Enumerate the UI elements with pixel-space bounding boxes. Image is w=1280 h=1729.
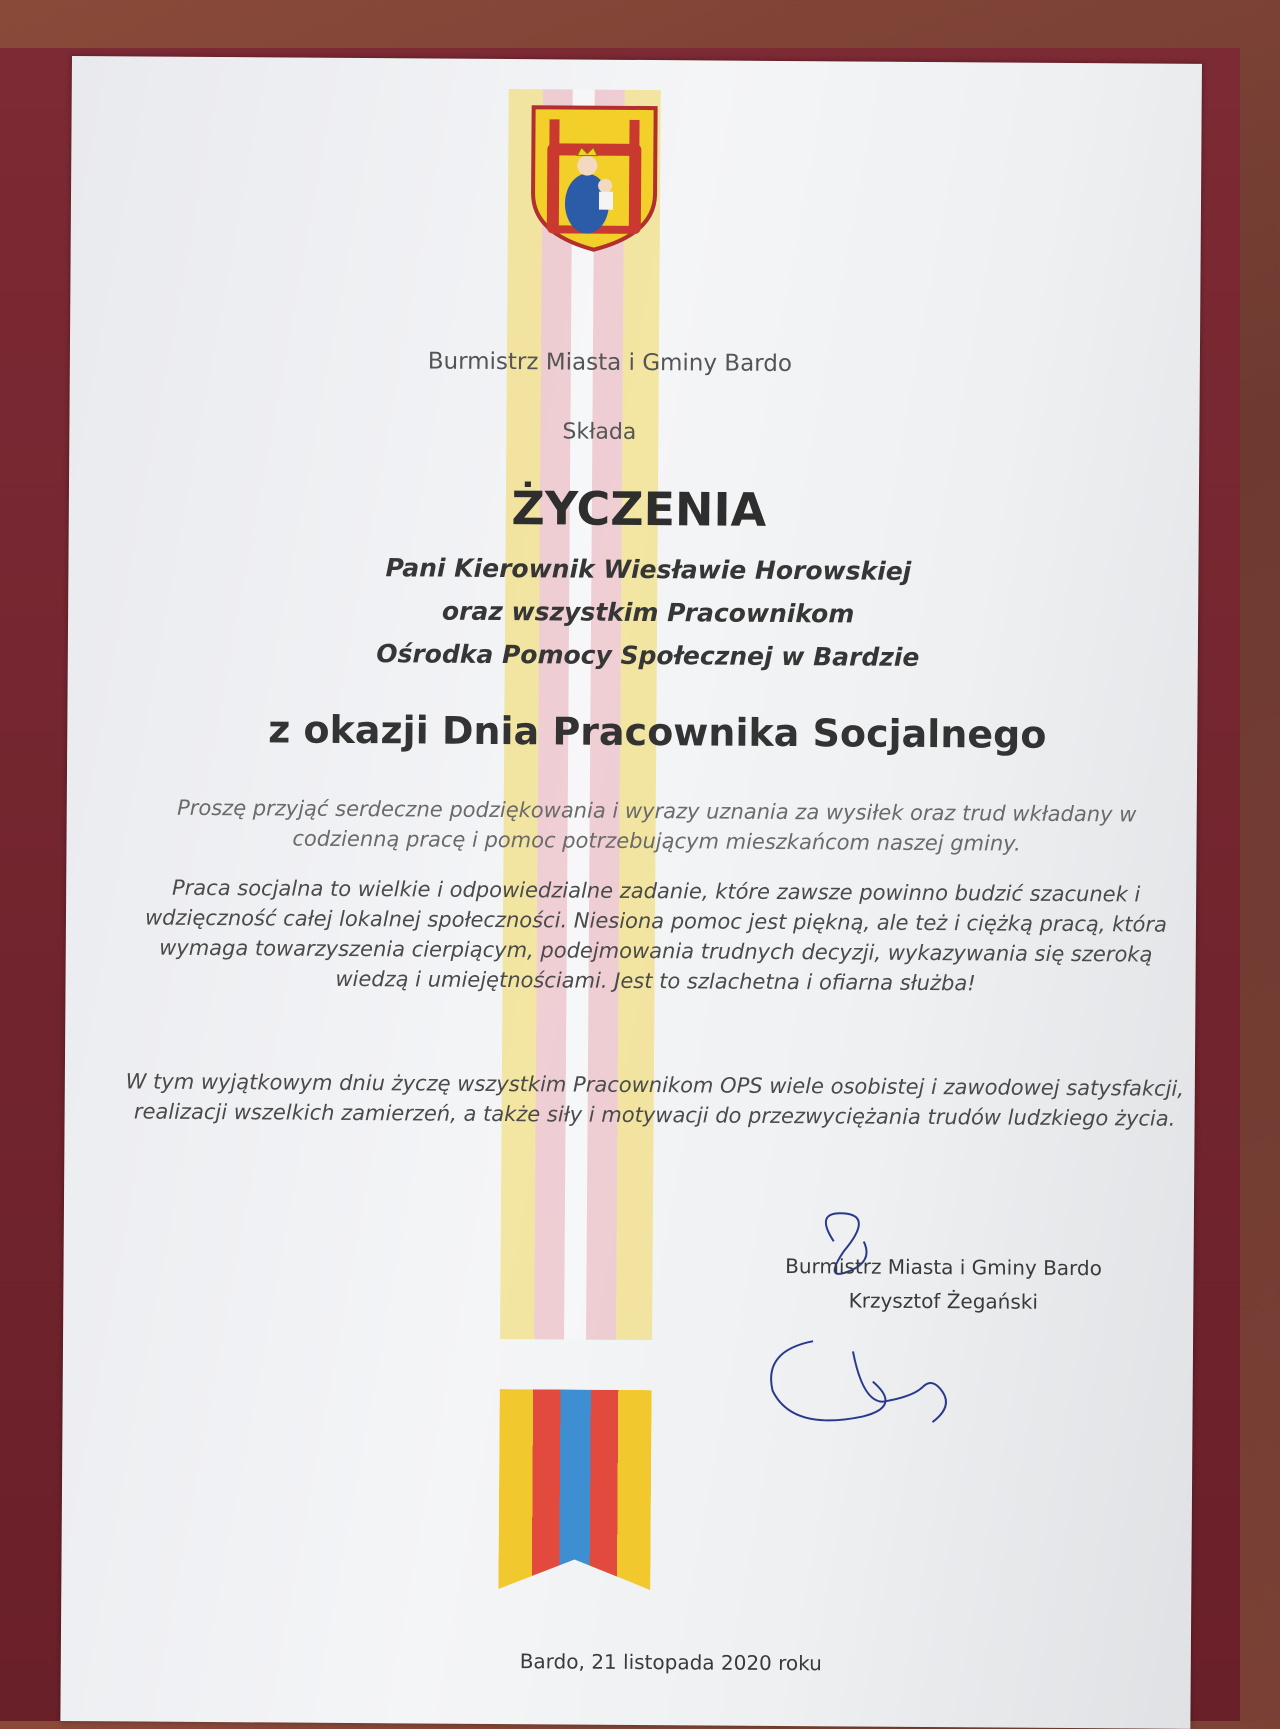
paragraph-social-work: Praca socjalna to wielkie i odpowiedzialne zadanie, które zawsze powinno budzić szacunek i wdzięczność całej lokalnej społeczności. Niesiona pomoc jest piękną, ale też i ciężką pracą, która wymaga towarzyszenia cierpiącym, podejmowania trudnych decyzji, wykazywania się szeroką wiedzą i umiejętnościami. Jest to szlachetna i ofiarna służba!	[144, 875, 1167, 996]
page-title: ŻYCZENIA	[511, 481, 767, 537]
paragraph-wishes: W tym wyjątkowym dniu życzę wszystkim Pracownikom OPS wiele osobistej i zawodowej satysfakcji, realizacji wszelkich zamierzeń, a także siły i motywacji do przezwyciężania trudów ludzkiego życia.	[125, 1069, 1185, 1131]
occasion-heading: z okazji Dnia Pracownika Socjalnego	[268, 707, 1047, 757]
paragraph-thanks: Proszę przyjąć serdeczne podziękowania i wyrazy uznania za wysiłek oraz trud wkładany w codzienną pracę i pomoc potrzebującym mieszkańcom naszej gminy.	[177, 795, 1137, 856]
recipients	[258, 545, 1039, 679]
signature-block	[753, 1249, 1133, 1320]
header-title: Burmistrz Miasta i Gminy Bardo	[427, 348, 793, 378]
recipient-line: Pani Kierownik Wiesławie Horowskiej	[385, 553, 912, 586]
coat-of-arms-icon	[529, 103, 660, 254]
signatory-name: Krzysztof Żegański	[848, 1288, 1039, 1314]
certificate-paper	[60, 56, 1202, 1729]
recipient-line: oraz wszystkim Pracownikom	[441, 596, 855, 629]
signatory-title: Burmistrz Miasta i Gminy Bardo	[785, 1254, 1102, 1281]
handwritten-signature	[752, 1201, 1074, 1443]
ribbon-tail	[498, 1389, 651, 1590]
date-line: Bardo, 21 listopada 2020 roku	[519, 1649, 822, 1676]
sklada-text: Składa	[562, 419, 637, 445]
recipient-line: Ośrodka Pomocy Społecznej w Bardzie	[376, 639, 920, 672]
